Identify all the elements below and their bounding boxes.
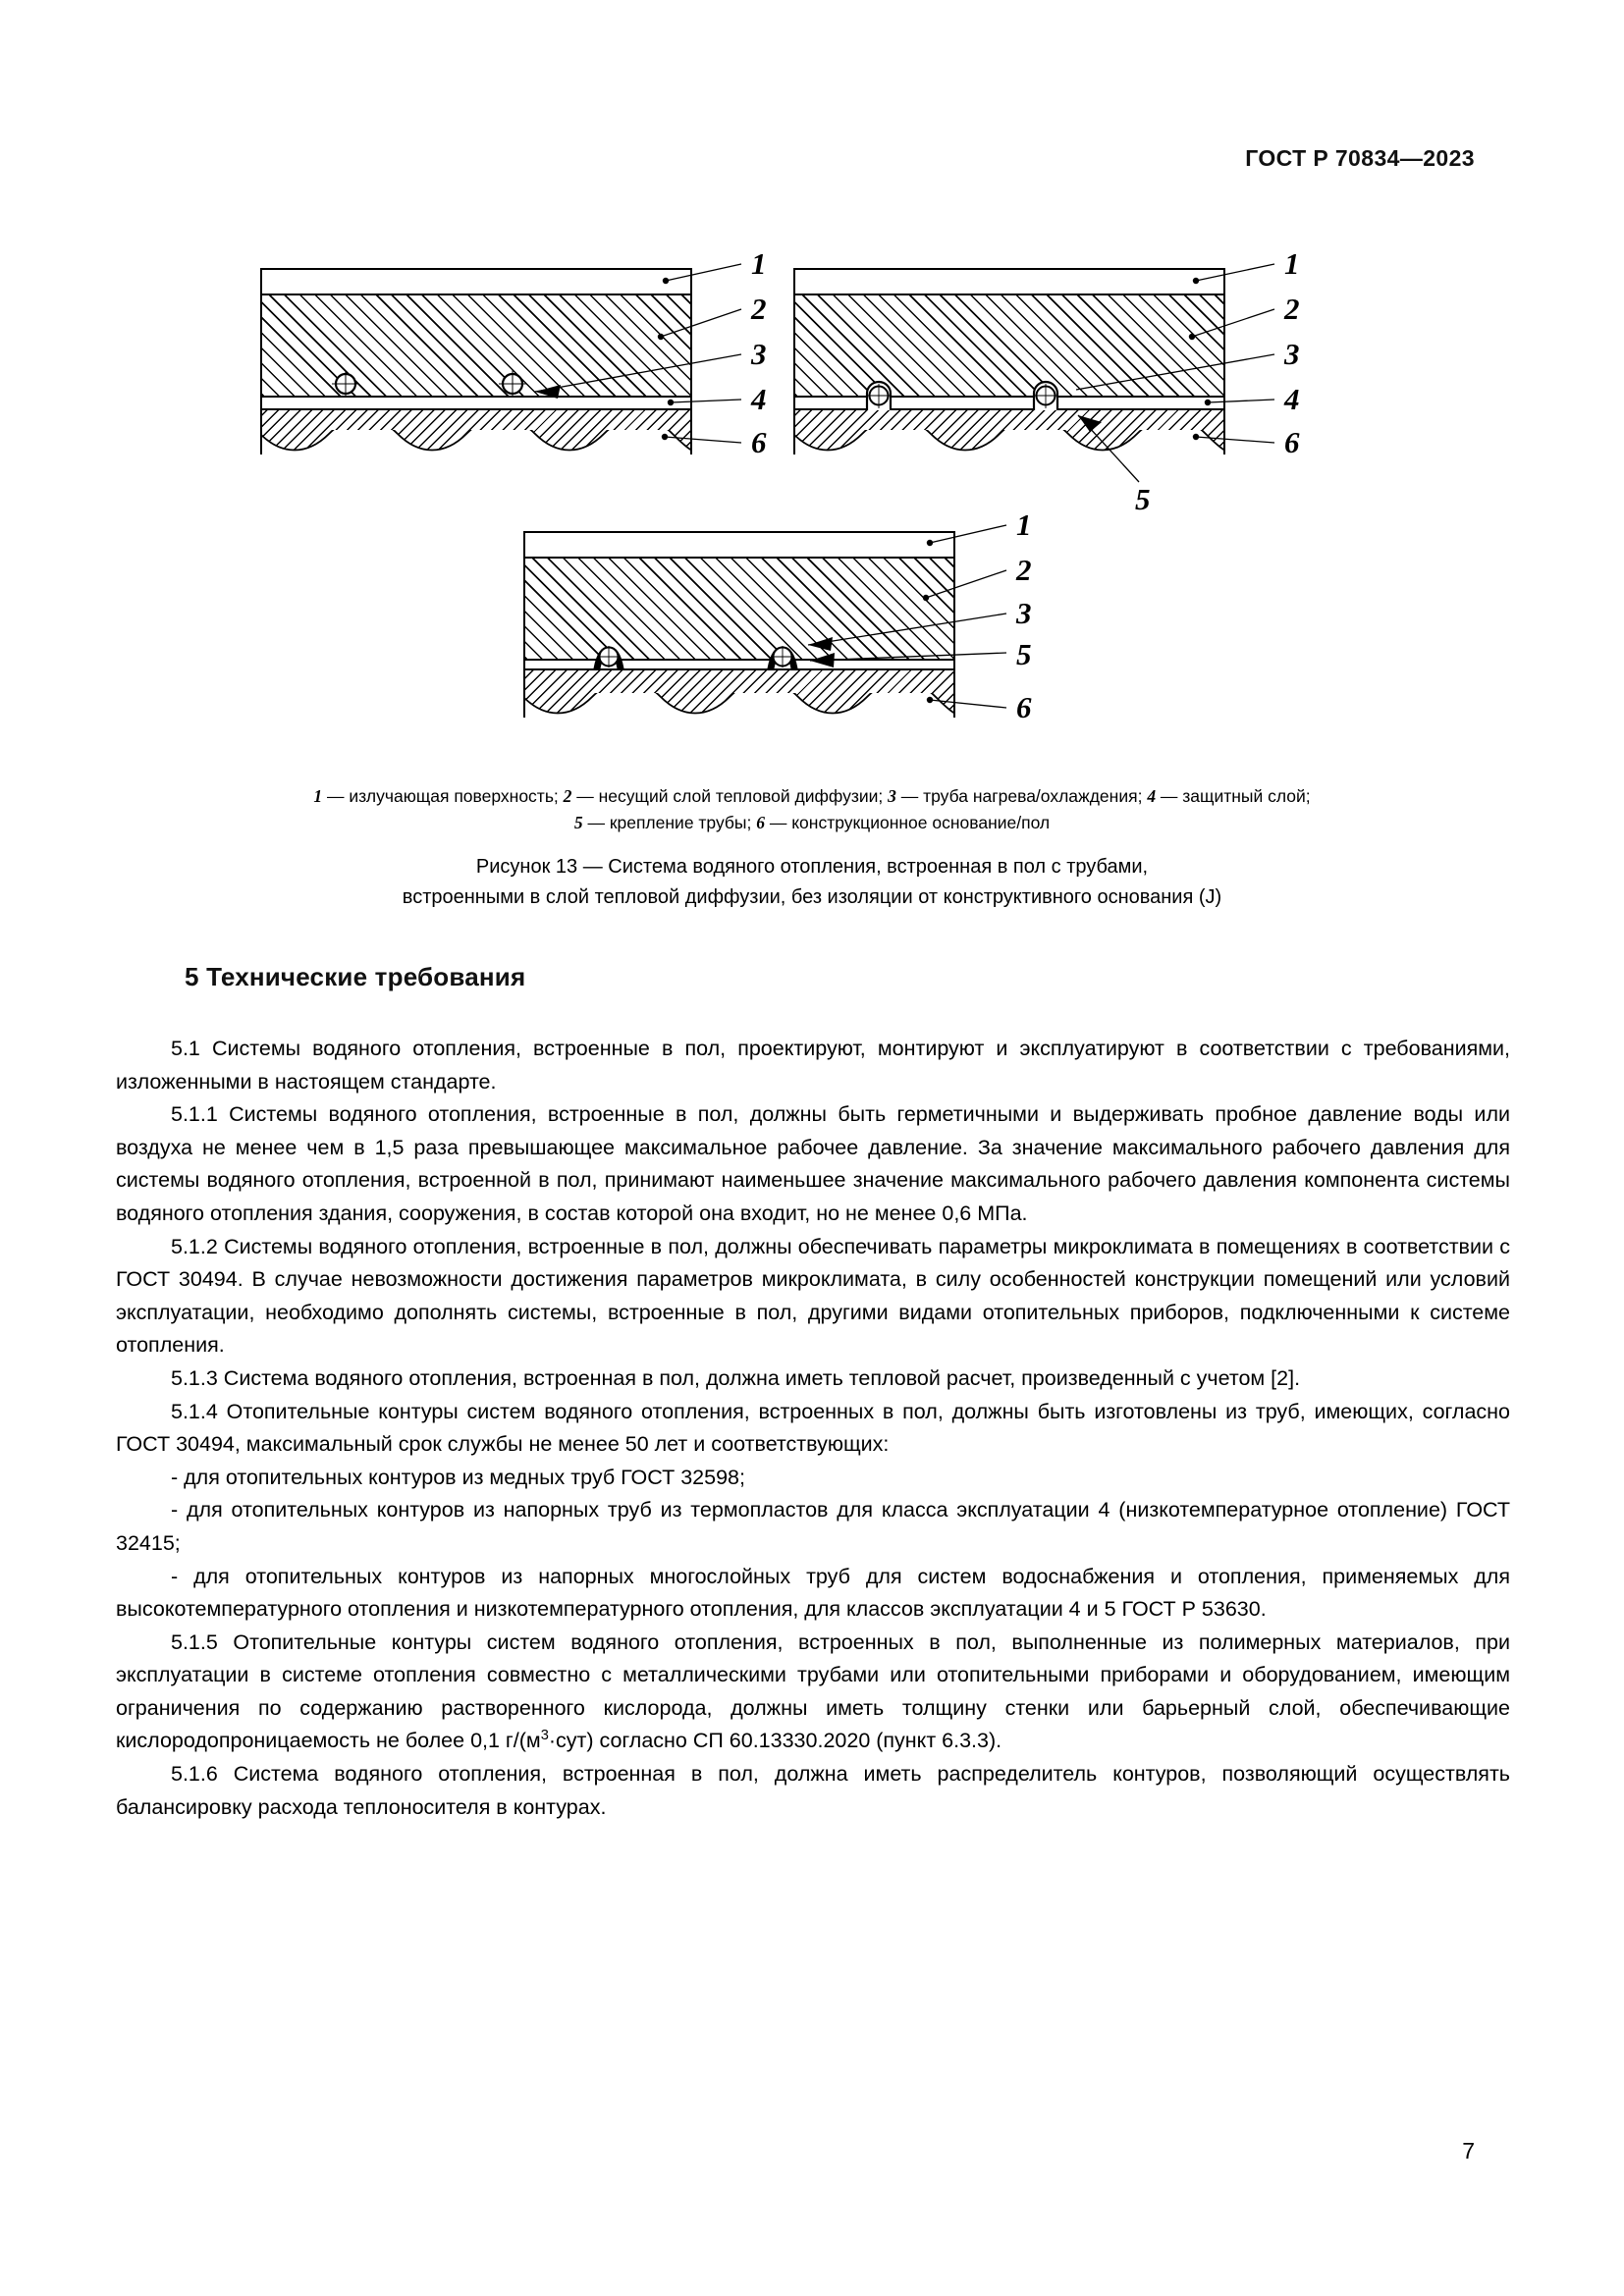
legend-num-6: 6: [756, 813, 765, 833]
paragraph-5-1-3: 5.1.3 Система водяного отопления, встроенная в пол, должна иметь тепловой расчет, произведенный с учетом [2].: [171, 1365, 1301, 1390]
diagram-b-label-4: 4: [1284, 382, 1300, 416]
wavy-break-line: [262, 430, 690, 454]
legend-text-6: — конструкционное основание/пол: [764, 813, 1051, 833]
paragraph-5-1-5: [116, 1627, 1510, 1758]
diagram-b-label-2: 2: [1284, 292, 1300, 326]
layer-radiating-surface: [262, 270, 690, 295]
layer-radiating-surface: [525, 533, 953, 559]
paragraph-5-1-2: 5.1.2 Системы водяного отопления, встроенные в пол, должны обеспечивать параметры микроклимата в помещениях в соответствии с ГОСТ 30494. В случае невозможности достижения параметров микроклимата, в силу особенностей конструкции помещений или условий эксплуатации, необходимо дополнять системы, встроенные в пол, другими видами отопительных приборов, подключенными к системе отопления.: [116, 1234, 1510, 1358]
legend-num-4: 4: [1147, 786, 1157, 806]
layer-protective: [262, 398, 690, 410]
pipe-symbol: [331, 369, 360, 399]
legend-text-5: — крепление трубы;: [582, 813, 757, 833]
diagram-b-label-3: 3: [1284, 337, 1300, 371]
pipe-symbol: [498, 369, 527, 399]
figure-caption-line-1: Рисунок 13 — Система водяного отопления, встроенная в пол с трубами,: [475, 856, 1149, 878]
diagram-b-label-5: 5: [1135, 482, 1151, 516]
diagram-c-label-3: 3: [1016, 596, 1032, 630]
diagram-c-label-6: 6: [1016, 690, 1032, 724]
diagram-a: [260, 246, 767, 459]
layer-thermal-diffusion: [262, 295, 690, 398]
bullet-item-copper-pipes: - для отопительных контуров из медных труб ГОСТ 32598;: [171, 1465, 745, 1489]
diagram-c: [523, 507, 1032, 724]
bullet-item-multilayer-pipes: - для отопительных контуров из напорных многослойных труб для систем водоснабжения и отопления, применяемых для высокотемпературного отопления и низкотемпературного отопления, для классов эксплуатации 4 и 5 ГОСТ Р 53630.: [116, 1564, 1510, 1622]
legend-text-4: — защитный слой;: [1156, 786, 1311, 806]
paragraph-5-1-5-part-b: ·сут) согласно СП 60.13330.2020 (пункт 6.3.3).: [548, 1729, 1002, 1753]
diagram-c-label-1: 1: [1016, 507, 1032, 542]
section-heading-5: 5 Технические требования: [185, 962, 526, 991]
paragraph-5-1-4: 5.1.4 Отопительные контуры систем водяного отопления, встроенных в пол, должны быть изготовлены из труб, имеющих, согласно ГОСТ 30494, максимальный срок службы не менее 50 лет и соответствующих:: [116, 1399, 1510, 1457]
paragraph-5-1: 5.1 Системы водяного отопления, встроенные в пол, проектируют, монтируют и эксплуатируют в соответствии с требованиями, изложенными в настоящем стандарте.: [116, 1037, 1510, 1094]
diagram-a-label-1: 1: [751, 246, 767, 281]
diagram-c-stack: [523, 531, 955, 718]
diagram-b-label-1: 1: [1284, 246, 1300, 281]
legend-num-1: 1: [313, 786, 323, 806]
wavy-break-line: [795, 430, 1223, 454]
figure-legend-line-1: [0, 783, 1624, 810]
legend-num-3: 3: [888, 786, 896, 806]
diagram-a-label-6: 6: [751, 425, 767, 459]
legend-text-2: — несущий слой тепловой диффузии;: [571, 786, 889, 806]
pipe-clip-symbol: [1025, 378, 1066, 411]
diagram-a-label-2: 2: [751, 292, 767, 326]
figure-caption-line-2: встроенными в слой тепловой диффузии, без изоляции от конструктивного основания (J): [402, 886, 1222, 908]
cubic-meter-exponent: 3: [540, 1728, 549, 1744]
paragraph-5-1-1: 5.1.1 Системы водяного отопления, встроенные в пол, должны быть герметичными и выдерживать пробное давление воды или воздуха не менее чем в 1,5 раза превышающее максимальное рабочее давление. За значение максимального рабочего давления для системы водяного отопления, встроенной в пол, принимают наименьшее значение максимального рабочего давления компонента системы водяного отопления здания, сооружения, в состав которой она входит, но не менее 0,6 МПа.: [116, 1102, 1510, 1225]
body-text: [116, 1033, 1510, 1824]
figure-caption: [0, 852, 1624, 913]
layer-constructive-base: [525, 670, 953, 718]
legend-num-2: 2: [563, 786, 572, 806]
diagram-b-stack: [793, 268, 1225, 454]
page-header-standard-number: ГОСТ Р 70834—2023: [1245, 145, 1475, 171]
diagram-a-label-3: 3: [751, 337, 767, 371]
diagram-a-stack: [260, 268, 692, 454]
layer-constructive-base: [795, 410, 1223, 454]
page-number: 7: [1462, 2138, 1475, 2163]
bullet-item-thermoplastic-pipes: - для отопительных контуров из напорных труб из термопластов для класса эксплуатации 4 (низкотемпературное отопление) ГОСТ 32415;: [116, 1498, 1510, 1555]
layer-constructive-base: [262, 410, 690, 454]
paragraph-5-1-6: 5.1.6 Система водяного отопления, встроенная в пол, должна иметь распределитель контуров, позволяющий осуществлять балансировку расхода теплоносителя в контурах.: [116, 1762, 1510, 1819]
figure-legend-line-2: [0, 810, 1624, 836]
diagram-a-label-4: 4: [751, 382, 767, 416]
pipe-saddle-clip-symbol: [762, 639, 803, 672]
wavy-break-line: [525, 693, 953, 718]
pipe-saddle-clip-symbol: [588, 639, 629, 672]
legend-text-1: — излучающая поверхность;: [322, 786, 564, 806]
diagram-b: [793, 246, 1300, 516]
layer-radiating-surface: [795, 270, 1223, 295]
pipe-clip-symbol: [858, 378, 899, 411]
diagram-c-label-2: 2: [1016, 553, 1032, 587]
diagram-b-label-6: 6: [1284, 425, 1300, 459]
legend-text-3: — труба нагрева/охлаждения;: [895, 786, 1148, 806]
diagram-c-label-5: 5: [1016, 637, 1032, 671]
figure-legend: [0, 783, 1624, 836]
legend-num-5: 5: [573, 813, 583, 833]
paragraph-5-1-5-part-a: 5.1.5 Отопительные контуры систем водяного отопления, встроенных в пол, выполненные из полимерных материалов, при эксплуатации в системе отопления совместно с металлическими трубами или отопительными приборами и оборудованием, имеющим ограничения по содержанию растворенного кислорода, должны иметь толщину стенки или барьерный слой, обеспечивающие кислородопроницаемость не более 0,1 г/(м: [116, 1629, 1510, 1753]
